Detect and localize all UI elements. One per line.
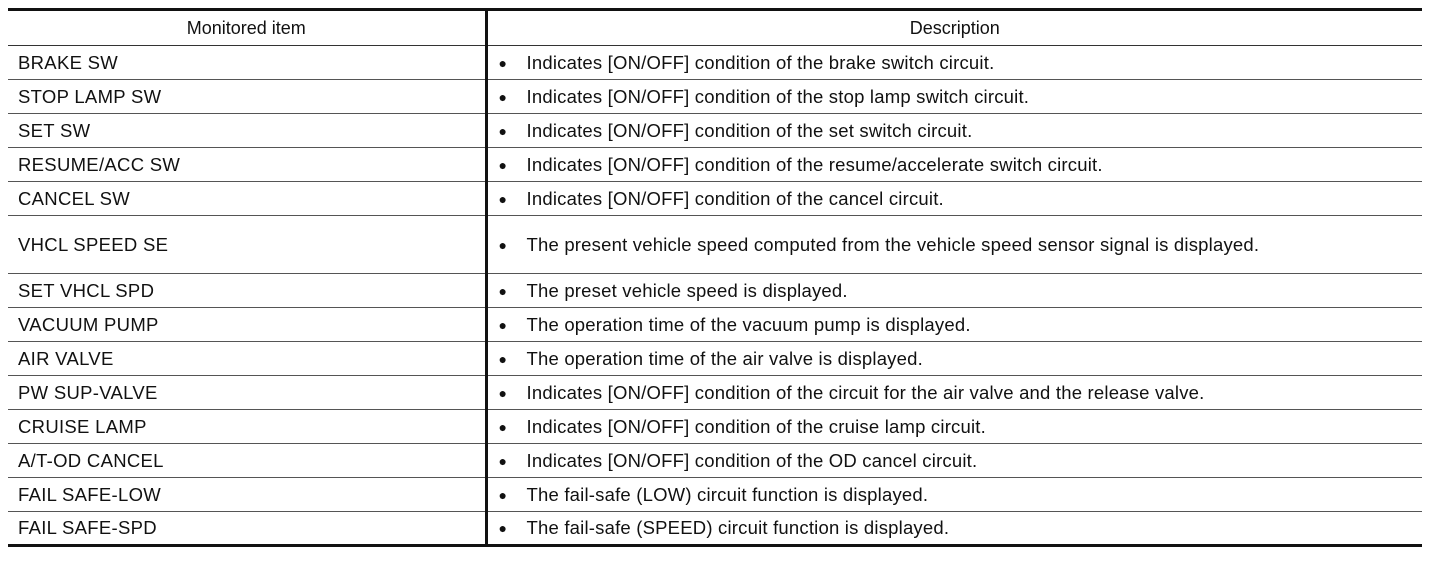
- header-row: [8, 10, 1422, 46]
- description-text: Indicates [ON/OFF] condition of the cancel circuit.: [526, 187, 944, 209]
- description-text: Indicates [ON/OFF] condition of the brake switch circuit.: [526, 51, 995, 73]
- description-line: [497, 86, 1403, 108]
- bullet-icon: ●: [498, 316, 507, 333]
- description-line: [497, 517, 1403, 539]
- header-monitored-item: Monitored item: [8, 10, 486, 46]
- monitored-item-cell: FAIL SAFE-LOW: [8, 478, 486, 512]
- description-cell: [486, 376, 1422, 410]
- monitor-table: [8, 8, 1422, 547]
- table-row: [8, 342, 1422, 376]
- monitored-item-cell: FAIL SAFE-SPD: [8, 512, 486, 546]
- table-row: [8, 376, 1422, 410]
- description-text: The fail-safe (LOW) circuit function is displayed.: [526, 483, 929, 505]
- table-row: [8, 308, 1422, 342]
- description-cell: [486, 114, 1422, 148]
- description-cell: [486, 46, 1422, 80]
- description-line: [497, 484, 1403, 506]
- header-description: Description: [486, 10, 1422, 46]
- description-text: Indicates [ON/OFF] condition of the resume/accelerate switch circuit.: [526, 153, 1103, 175]
- bullet-icon: ●: [498, 384, 507, 401]
- monitored-item-cell: SET VHCL SPD: [8, 274, 486, 308]
- description-text: The operation time of the air valve is displayed.: [526, 347, 923, 369]
- description-line: [497, 154, 1403, 176]
- description-line: [497, 382, 1403, 404]
- table-row: [8, 216, 1422, 274]
- description-line: [497, 188, 1403, 210]
- monitored-item-cell: VHCL SPEED SE: [8, 216, 486, 274]
- bullet-icon: ●: [498, 122, 507, 139]
- table-row: [8, 182, 1422, 216]
- bullet-icon: ●: [498, 418, 507, 435]
- description-text: Indicates [ON/OFF] condition of the set switch circuit.: [526, 119, 973, 141]
- description-cell: [486, 274, 1422, 308]
- table-row: [8, 274, 1422, 308]
- description-line: [497, 52, 1403, 74]
- monitored-item-cell: RESUME/ACC SW: [8, 148, 486, 182]
- table-row: [8, 80, 1422, 114]
- description-cell: [486, 216, 1422, 274]
- monitored-item-cell: VACUUM PUMP: [8, 308, 486, 342]
- monitored-item-cell: PW SUP-VALVE: [8, 376, 486, 410]
- description-cell: [486, 444, 1422, 478]
- table-row: [8, 46, 1422, 80]
- monitored-item-cell: AIR VALVE: [8, 342, 486, 376]
- description-text: Indicates [ON/OFF] condition of the stop lamp switch circuit.: [526, 85, 1030, 107]
- description-text: The present vehicle speed computed from the vehicle speed sensor signal is displayed.: [526, 233, 1260, 255]
- bullet-icon: ●: [498, 156, 507, 173]
- bullet-icon: ●: [498, 520, 507, 536]
- description-cell: [486, 308, 1422, 342]
- bullet-icon: ●: [498, 350, 507, 367]
- monitored-item-cell: CRUISE LAMP: [8, 410, 486, 444]
- table-row: [8, 478, 1422, 512]
- monitored-item-cell: CANCEL SW: [8, 182, 486, 216]
- monitored-item-cell: SET SW: [8, 114, 486, 148]
- table-row: [8, 148, 1422, 182]
- description-line: [497, 120, 1403, 142]
- description-text: Indicates [ON/OFF] condition of the circuit for the air valve and the release valve.: [526, 381, 1205, 403]
- description-cell: [486, 478, 1422, 512]
- bullet-icon: ●: [498, 452, 507, 469]
- description-cell: [486, 410, 1422, 444]
- description-cell: [486, 80, 1422, 114]
- description-line: [497, 348, 1403, 370]
- bullet-icon: ●: [498, 486, 507, 503]
- description-text: Indicates [ON/OFF] condition of the OD cancel circuit.: [526, 449, 978, 471]
- description-text: The preset vehicle speed is displayed.: [526, 279, 848, 301]
- table-row: [8, 512, 1422, 546]
- description-cell: [486, 512, 1422, 546]
- description-line: [497, 416, 1403, 438]
- table-row: [8, 410, 1422, 444]
- monitored-item-cell: STOP LAMP SW: [8, 80, 486, 114]
- table-header: [8, 10, 1422, 46]
- description-line: [497, 450, 1403, 472]
- bullet-icon: ●: [498, 236, 507, 253]
- description-line: [497, 314, 1403, 336]
- description-text: The fail-safe (SPEED) circuit function is displayed.: [526, 517, 950, 538]
- table-body: [8, 46, 1422, 546]
- table-row: [8, 444, 1422, 478]
- description-cell: [486, 342, 1422, 376]
- bullet-icon: ●: [498, 282, 507, 299]
- description-cell: [486, 148, 1422, 182]
- description-line: [497, 234, 1403, 256]
- description-line: [497, 280, 1403, 302]
- monitored-item-cell: A/T-OD CANCEL: [8, 444, 486, 478]
- description-cell: [486, 182, 1422, 216]
- bullet-icon: ●: [498, 88, 507, 105]
- bullet-icon: ●: [498, 190, 507, 207]
- table-row: [8, 114, 1422, 148]
- monitor-table-container: [8, 8, 1422, 547]
- description-text: Indicates [ON/OFF] condition of the cruise lamp circuit.: [526, 415, 986, 437]
- description-text: The operation time of the vacuum pump is displayed.: [526, 313, 971, 335]
- bullet-icon: ●: [498, 54, 507, 71]
- monitored-item-cell: BRAKE SW: [8, 46, 486, 80]
